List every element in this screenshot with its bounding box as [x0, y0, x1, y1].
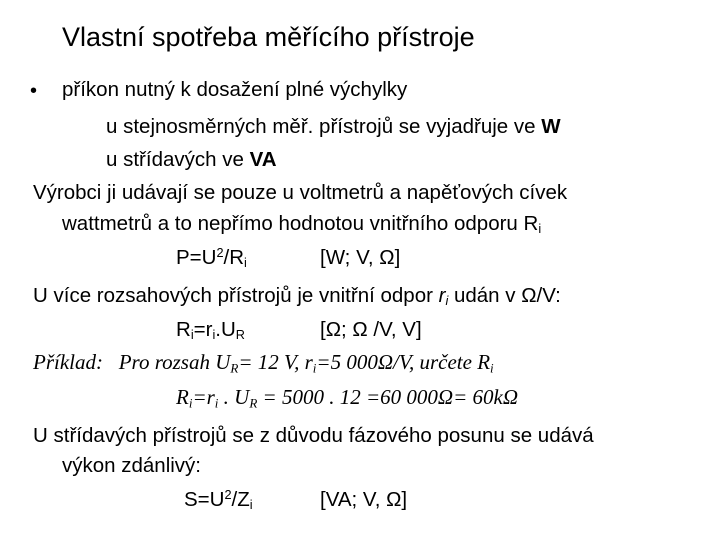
- example-calc-a-sub: i: [188, 395, 193, 411]
- example-calc-c-sub: R: [249, 395, 258, 411]
- formula-apparent: [184, 488, 253, 512]
- example-text-b: = 12 V, r: [238, 350, 313, 374]
- ac-line: [106, 148, 277, 172]
- formula-resistance-u-sub: R: [235, 327, 245, 343]
- range-r-sub: i: [445, 293, 449, 309]
- formula-resistance-units: [Ω; Ω /V, V]: [320, 318, 422, 341]
- example-text-a-sub: R: [230, 360, 239, 376]
- ac-line-unit: VA: [249, 148, 277, 171]
- slide-title: Vlastní spotřeba měřícího přístroje: [62, 22, 475, 52]
- example-calc-c: . U: [218, 385, 250, 409]
- formula-resistance-r: R: [176, 318, 191, 341]
- bullet-icon: •: [30, 80, 38, 102]
- example-text-b-sub: i: [312, 360, 317, 376]
- dc-line: [106, 115, 561, 139]
- example-text-c: =5 000Ω/V, určete R: [316, 350, 491, 374]
- formula-apparent-s: S=U: [184, 488, 225, 511]
- formula-power-sub: i: [244, 255, 247, 271]
- manufacturers-line-1: Výrobci ji udávají se pouze u voltmetrů a napěťových cívek: [33, 181, 568, 204]
- formula-resistance: [176, 318, 245, 342]
- ac-apparent-line-2: výkon zdánlivý:: [62, 454, 202, 477]
- example-label: Příklad:: [33, 350, 103, 374]
- ac-line-text: u střídavých ve: [106, 148, 250, 171]
- formula-resistance-r-sub: i: [190, 327, 194, 343]
- formula-resistance-eq: =r: [193, 318, 213, 341]
- dc-line-unit: W: [541, 115, 561, 138]
- formula-power-sup: 2: [216, 245, 224, 261]
- range-r: r: [438, 284, 446, 307]
- formula-power-units: [W; V, Ω]: [320, 246, 401, 269]
- formula-apparent-sub: i: [249, 497, 253, 513]
- formula-apparent-slash: /Z: [231, 488, 250, 511]
- example-line: [33, 350, 494, 374]
- manufacturers-line-2-sub: i: [538, 221, 542, 237]
- range-line: [33, 284, 561, 308]
- example-calc-a: R: [176, 385, 189, 409]
- range-rest: udán v Ω/V:: [448, 284, 561, 307]
- ac-apparent-line-1: U střídavých přístrojů se z důvodu fázového posunu se udává: [33, 424, 594, 447]
- example-calc: [176, 385, 518, 409]
- formula-apparent-units: [VA; V, Ω]: [320, 488, 408, 511]
- manufacturers-line-2: [62, 212, 541, 236]
- formula-power-p: P=U: [176, 246, 217, 269]
- example-text-c-sub: i: [490, 360, 494, 376]
- example-calc-b-sub: i: [214, 395, 219, 411]
- example-calc-b: =r: [192, 385, 215, 409]
- formula-resistance-dot: .U: [215, 318, 236, 341]
- range-text: U více rozsahových přístrojů je vnitřní odpor: [33, 284, 439, 307]
- formula-apparent-sup: 2: [224, 487, 232, 503]
- bullet-text: příkon nutný k dosažení plné výchylky: [62, 78, 408, 101]
- manufacturers-line-2-text: wattmetrů a to nepřímo hodnotou vnitřního odporu R: [62, 212, 539, 235]
- example-text-a: Pro rozsah U: [118, 350, 231, 374]
- formula-resistance-eq-sub: i: [212, 327, 216, 343]
- formula-power: [176, 246, 247, 270]
- dc-line-text: u stejnosměrných měř. přístrojů se vyjadřuje ve: [106, 115, 542, 138]
- example-calc-d: = 5000 . 12 =60 000Ω= 60kΩ: [257, 385, 519, 409]
- formula-power-slash: /R: [223, 246, 245, 269]
